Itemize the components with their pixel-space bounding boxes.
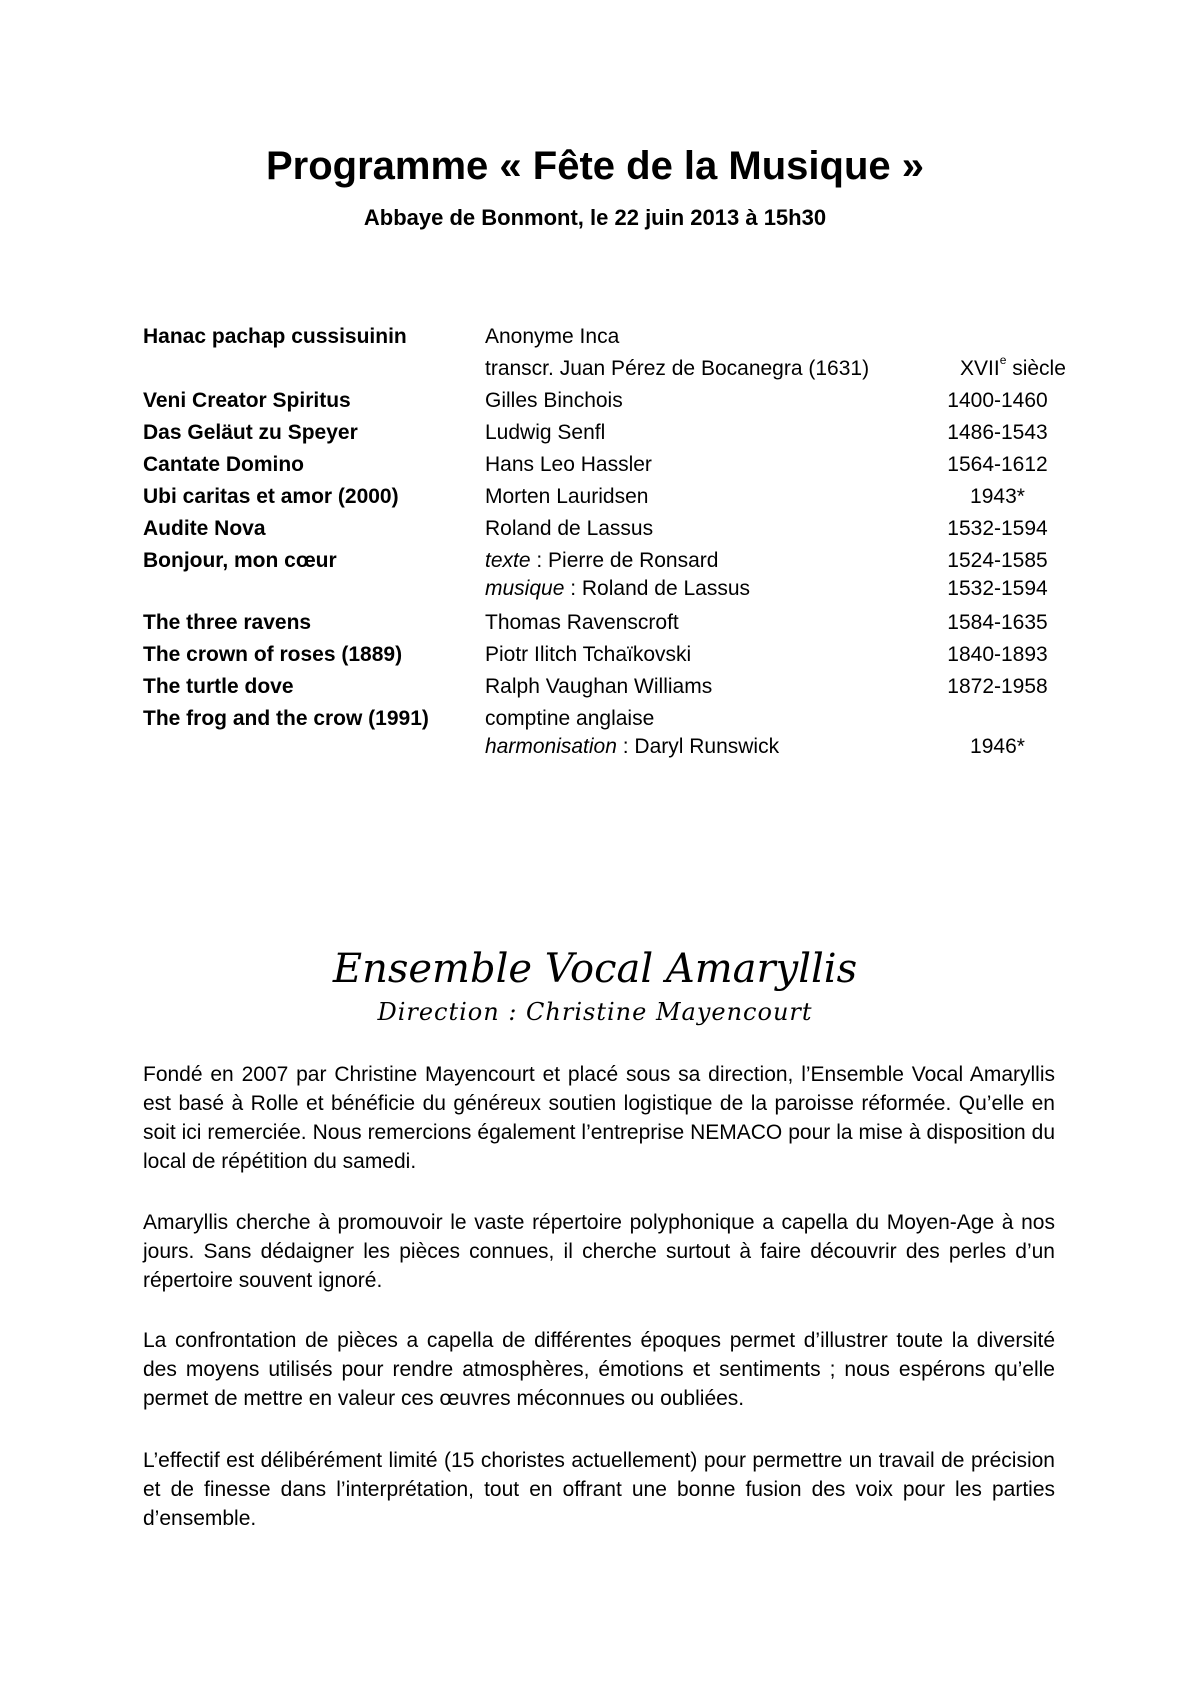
piece-composer: transcr. Juan Pérez de Bocanegra (1631) <box>485 357 870 380</box>
piece-composer: comptine anglaise <box>485 707 655 730</box>
program-row <box>0 323 1190 351</box>
piece-dates: 1486-1543 <box>947 421 1048 444</box>
piece-composer: harmonisation : Daryl Runswick <box>485 735 780 758</box>
program-row <box>0 609 1190 637</box>
paragraph: Amaryllis cherche à promouvoir le vaste répertoire polyphonique a capella du Moyen-Age à nos jours. Sans dédaigner les pièces connues, il cherche surtout à faire découvrir des perles d’un répertoire souvent ignoré. <box>143 1211 1055 1292</box>
piece-dates: 1946* <box>970 735 1025 758</box>
piece-title: Hanac pachap cussisuinin <box>143 325 407 348</box>
piece-dates: 1400-1460 <box>947 389 1048 412</box>
piece-title: Bonjour, mon cœur <box>143 549 337 572</box>
program-row <box>0 673 1190 701</box>
piece-composer: Roland de Lassus <box>485 517 654 540</box>
paragraph: Fondé en 2007 par Christine Mayencourt et placé sous sa direction, l’Ensemble Vocal Amaryllis est basé à Rolle et bénéficie du généreux soutien logistique de la paroisse réformée. Qu’elle en soit ici remerciée. Nous remercions également l’entreprise NEMACO pour la mise à disposition du local de répétition du samedi. <box>143 1063 1055 1173</box>
piece-dates: 1532-1594 <box>947 517 1048 540</box>
ensemble-name: Ensemble Vocal Amaryllis <box>332 946 858 992</box>
piece-dates: 1584-1635 <box>947 611 1048 634</box>
program-row <box>0 419 1190 447</box>
piece-dates: XVIIe siècle <box>960 353 1066 380</box>
piece-title: Cantate Domino <box>143 453 305 476</box>
paragraph: L’effectif est délibérément limité (15 choristes actuellement) pour permettre un travail de précision et de finesse dans l’interprétation, tout en offrant une bonne fusion des voix pour les parties d’ensemble. <box>143 1449 1055 1530</box>
piece-title: The crown of roses (1889) <box>143 643 403 666</box>
piece-composer: Gilles Binchois <box>485 389 623 412</box>
piece-composer: Ralph Vaughan Williams <box>485 675 713 698</box>
program-row <box>0 515 1190 543</box>
piece-dates: 1524-1585 <box>947 549 1048 572</box>
piece-dates: 1532-1594 <box>947 577 1048 600</box>
program-list <box>0 323 1190 761</box>
piece-composer: Anonyme Inca <box>485 325 620 348</box>
page-subtitle: Abbaye de Bonmont, le 22 juin 2013 à 15h30 <box>363 205 827 230</box>
piece-title: Ubi caritas et amor (2000) <box>143 485 399 508</box>
program-row <box>0 483 1190 511</box>
piece-composer: Ludwig Senfl <box>485 421 606 444</box>
piece-dates: 1840-1893 <box>947 643 1048 666</box>
piece-dates: 1564-1612 <box>947 453 1048 476</box>
piece-title: Das Geläut zu Speyer <box>143 421 358 444</box>
program-row <box>0 705 1190 733</box>
program-row <box>0 547 1190 575</box>
program-row <box>0 641 1190 669</box>
piece-title: Audite Nova <box>143 517 266 540</box>
paragraph: La confrontation de pièces a capella de différentes époques permet d’illustrer toute la diversité des moyens utilisés pour rendre atmosphères, émotions et sentiments ; nous espérons qu’elle permet de mettre en valeur ces œuvres méconnues ou oubliées. <box>143 1329 1055 1410</box>
piece-composer: Thomas Ravenscroft <box>485 611 679 634</box>
program-row <box>0 451 1190 479</box>
piece-composer: texte : Pierre de Ronsard <box>485 549 719 572</box>
piece-composer: Piotr Ilitch Tchaïkovski <box>485 643 692 666</box>
program-row <box>0 355 1190 383</box>
program-row <box>0 575 1190 603</box>
piece-composer: Hans Leo Hassler <box>485 453 652 476</box>
piece-dates: 1943* <box>970 485 1025 508</box>
program-row <box>0 387 1190 415</box>
piece-title: The three ravens <box>143 611 312 634</box>
piece-composer: musique : Roland de Lassus <box>485 577 751 600</box>
program-row <box>0 733 1190 761</box>
page-title: Programme « Fête de la Musique » <box>266 144 924 188</box>
piece-title: Veni Creator Spiritus <box>143 389 351 412</box>
piece-dates: 1872-1958 <box>947 675 1048 698</box>
piece-composer: Morten Lauridsen <box>485 485 649 508</box>
ensemble-direction: Direction : Christine Mayencourt <box>377 998 813 1026</box>
piece-title: The turtle dove <box>143 675 294 698</box>
piece-title: The frog and the crow (1991) <box>143 707 429 730</box>
